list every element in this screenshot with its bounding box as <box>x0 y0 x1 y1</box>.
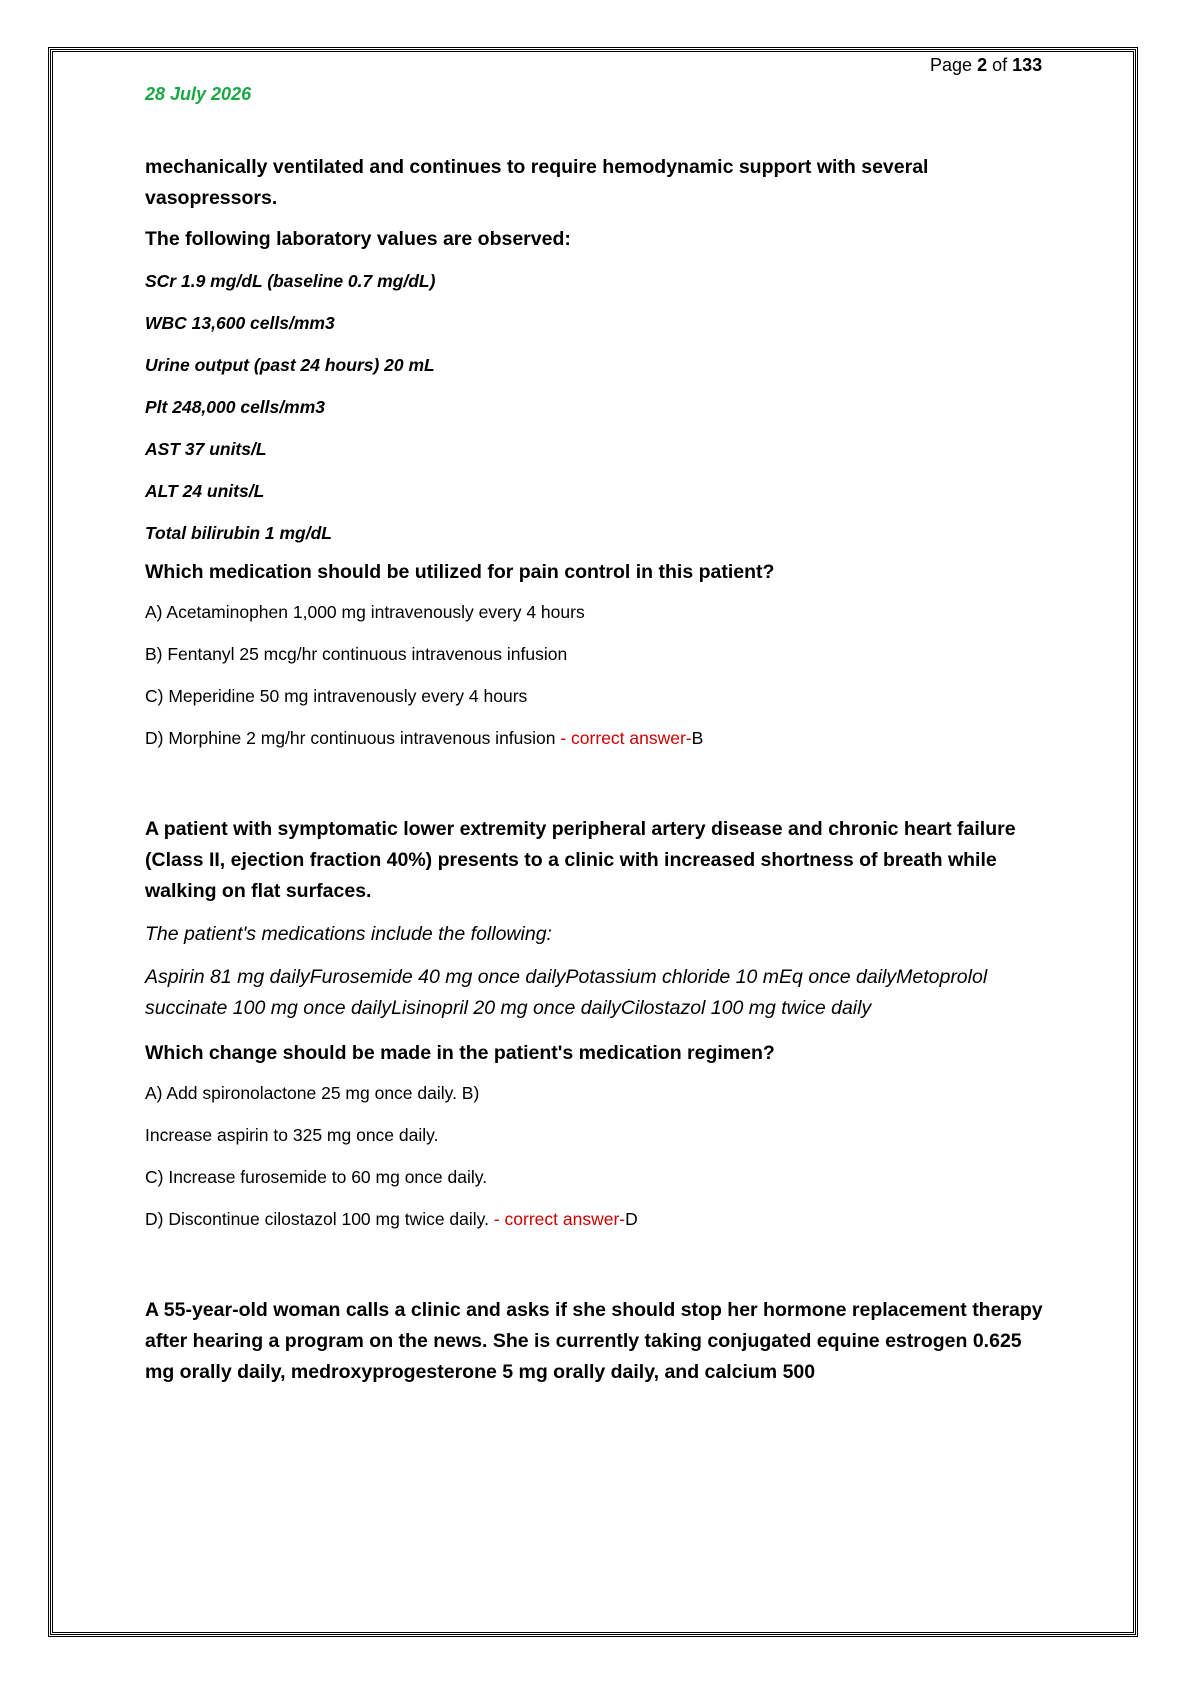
q2-meds-intro: The patient's medications include the following: <box>145 923 552 945</box>
q2-option-a: A) Add spironolactone 25 mg once daily. B) <box>145 1083 480 1103</box>
lab-value: AST 37 units/L <box>145 439 267 459</box>
q2-answer-label: - correct answer- <box>488 1209 626 1229</box>
q3-stem: A 55-year-old woman calls a clinic and asks if she should stop her hormone replacement therapy after hearing a program on the news. She is currently taking conjugated equine estrogen 0.625 mg orally daily, medroxyprogesterone 5 mg orally daily, and calcium 500 <box>145 1299 1043 1383</box>
q2-option-b: Increase aspirin to 325 mg once daily. <box>145 1125 439 1145</box>
q2-question: Which change should be made in the patient's medication regimen? <box>145 1042 775 1064</box>
q2-option-d: D) Discontinue cilostazol 100 mg twice daily. - correct answer-D <box>145 1209 638 1229</box>
lab-value: SCr 1.9 mg/dL (baseline 0.7 mg/dL) <box>145 271 436 291</box>
q1-option-a: A) Acetaminophen 1,000 mg intravenously every 4 hours <box>145 602 585 622</box>
q2-option-c: C) Increase furosemide to 60 mg once daily. <box>145 1167 488 1187</box>
lab-value: ALT 24 units/L <box>145 481 265 501</box>
q1-question: Which medication should be utilized for pain control in this patient? <box>145 561 775 583</box>
lab-value: Urine output (past 24 hours) 20 mL <box>145 355 435 375</box>
document-date: 28 July 2026 <box>145 84 252 104</box>
q1-option-b: B) Fentanyl 25 mcg/hr continuous intravenous infusion <box>145 644 568 664</box>
q1-stem: mechanically ventilated and continues to require hemodynamic support with several vasopressors. <box>145 156 929 209</box>
lab-value: Total bilirubin 1 mg/dL <box>145 523 332 543</box>
q1-labs-intro: The following laboratory values are observed: <box>145 228 571 250</box>
q1-answer-value: B <box>691 728 704 748</box>
q2-stem: A patient with symptomatic lower extremity peripheral artery disease and chronic heart failure (Class II, ejection fraction 40%) presents to a clinic with increased shortness of breath while walking on flat surfaces. <box>145 818 1016 902</box>
q1-option-c: C) Meperidine 50 mg intravenously every 4 hours <box>145 686 528 706</box>
page-number: Page 2 of 133 <box>930 55 1043 75</box>
q1-option-d: D) Morphine 2 mg/hr continuous intravenous infusion - correct answer-B <box>145 728 704 748</box>
q2-answer-value: D <box>625 1209 638 1229</box>
lab-value: WBC 13,600 cells/mm3 <box>145 313 335 333</box>
q2-meds: Aspirin 81 mg dailyFurosemide 40 mg once dailyPotassium chloride 10 mEq once dailyMetoprolol succinate 100 mg once dailyLisinopril 20 mg once dailyCilostazol 100 mg twice daily <box>145 966 988 1019</box>
q1-answer-label: - correct answer- <box>555 728 692 748</box>
page-content <box>145 152 1045 1388</box>
lab-value: Plt 248,000 cells/mm3 <box>145 397 325 417</box>
